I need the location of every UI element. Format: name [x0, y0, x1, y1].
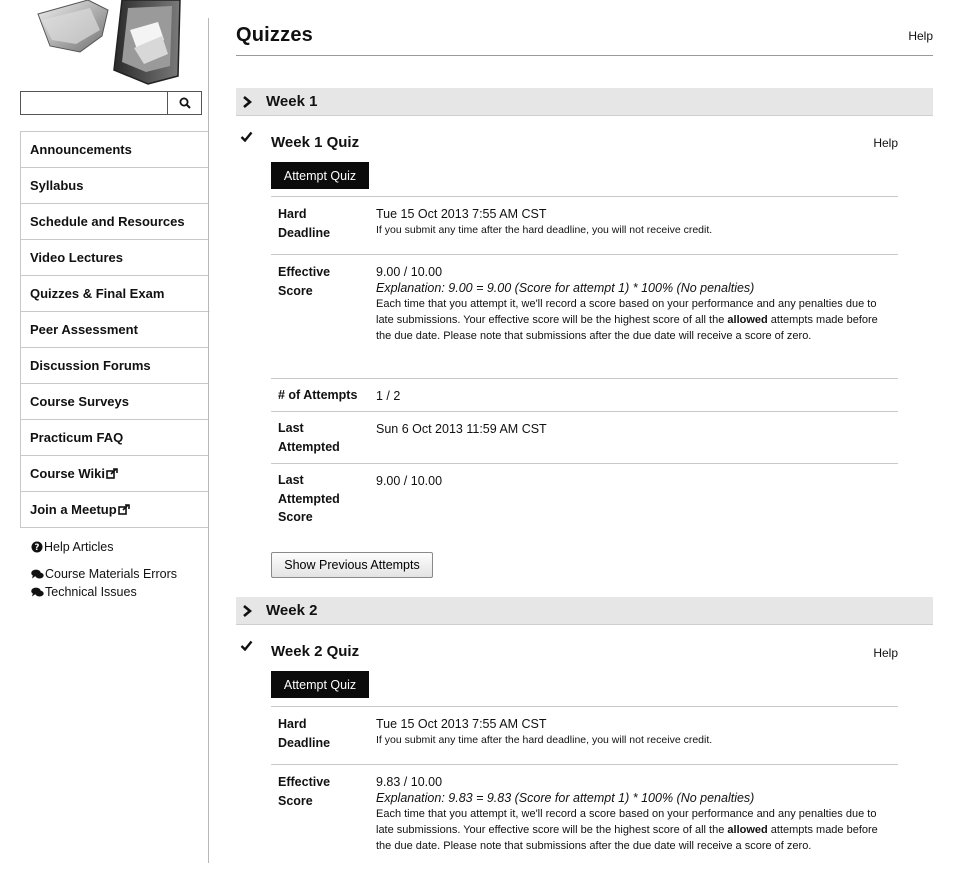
nav-item-quizzes-final-exam[interactable]	[20, 276, 210, 312]
table-row	[271, 254, 898, 378]
nav-item-course-wiki[interactable]	[20, 456, 209, 492]
external-link-icon	[118, 504, 130, 515]
nav-item-label: Announcements	[30, 142, 132, 157]
chevron-right-icon	[242, 605, 252, 617]
score-explanation: Explanation: 9.83 = 9.83 (Score for attempt 1) * 100% (No penalties)	[376, 791, 755, 805]
nav-item-practicum-faq[interactable]	[20, 420, 209, 456]
help-links	[31, 538, 177, 601]
week-title: Week 2	[266, 602, 318, 619]
nav-item-discussion-forums[interactable]	[20, 348, 209, 384]
nav-item-video-lectures[interactable]	[20, 240, 209, 276]
attempt-quiz-button[interactable]: Attempt Quiz	[271, 671, 369, 698]
nav-item-label: Discussion Forums	[30, 358, 151, 373]
week-title: Week 1	[266, 93, 318, 110]
table-row	[271, 463, 898, 533]
nav-item-label: Syllabus	[30, 178, 84, 193]
help-articles-label: Help Articles	[44, 540, 114, 554]
search-button[interactable]	[167, 92, 201, 114]
nav-item-label: Peer Assessment	[30, 322, 138, 337]
attempts-value: 1 / 2	[376, 389, 401, 403]
show-previous-attempts-button[interactable]: Show Previous Attempts	[271, 552, 433, 578]
attempts-label: # of Attempts	[278, 388, 358, 402]
nav-item-course-surveys[interactable]	[20, 384, 209, 420]
effective-score-label: Effective Score	[278, 265, 331, 298]
effective-score-value	[376, 774, 891, 854]
quiz-info-table	[271, 706, 898, 863]
nav-item-schedule-and-resources[interactable]	[20, 204, 209, 240]
search-icon	[179, 97, 191, 109]
comments-icon	[31, 569, 44, 580]
question-circle-icon	[31, 541, 43, 553]
hard-deadline-label: Hard Deadline	[278, 717, 331, 750]
nav-item-syllabus[interactable]	[20, 168, 209, 204]
course-logo-image	[30, 0, 190, 85]
score-explanation: Explanation: 9.00 = 9.00 (Score for attempt 1) * 100% (No penalties)	[376, 281, 755, 295]
table-row	[271, 706, 898, 764]
effective-score: 9.83 / 10.00	[376, 775, 443, 789]
quiz-help-link[interactable]: Help	[873, 136, 898, 150]
quiz-title[interactable]: Week 1 Quiz	[271, 134, 360, 151]
hard-deadline-label: Hard Deadline	[278, 207, 331, 240]
week-section-header[interactable]	[236, 597, 933, 625]
nav-item-label: Course Wiki	[30, 466, 106, 481]
effective-score: 9.00 / 10.00	[376, 265, 443, 279]
search-box	[20, 91, 202, 115]
checkmark-icon	[240, 640, 253, 651]
technical-issues-link[interactable]	[31, 583, 177, 601]
nav-item-label: Course Surveys	[30, 394, 129, 409]
nav-item-label: Join a Meetup	[30, 502, 117, 517]
nav-item-announcements[interactable]	[20, 132, 209, 168]
hard-deadline-date: Tue 15 Oct 2013 7:55 AM CST	[376, 717, 547, 731]
week-section-header[interactable]	[236, 88, 933, 116]
course-materials-errors-link[interactable]	[31, 565, 177, 583]
hard-deadline-date: Tue 15 Oct 2013 7:55 AM CST	[376, 207, 547, 221]
score-description: Each time that you attempt it, we'll record a score based on your performance and any penalties due to late submissions. Your effective score will be the highest score of all the allowed attempts made before the due date. Please note that submissions after the due date will receive a score of zero.	[376, 808, 878, 852]
comments-icon	[31, 587, 44, 598]
last-attempted-value: Sun 6 Oct 2013 11:59 AM CST	[376, 422, 547, 436]
table-row	[271, 411, 898, 463]
hard-deadline-note: If you submit any time after the hard deadline, you will not receive credit.	[376, 224, 713, 236]
page-help-link[interactable]: Help	[908, 29, 933, 43]
course-nav	[20, 131, 209, 528]
technical-issues-label: Technical Issues	[45, 585, 137, 599]
table-row	[271, 196, 898, 254]
effective-score-label: Effective Score	[278, 775, 331, 808]
external-link-icon	[106, 468, 118, 479]
hard-deadline-value	[376, 716, 891, 748]
nav-item-peer-assessment[interactable]	[20, 312, 209, 348]
quiz-help-link[interactable]: Help	[873, 646, 898, 660]
help-articles-link[interactable]	[31, 538, 177, 556]
nav-item-label: Schedule and Resources	[30, 214, 185, 229]
nav-item-join-a-meetup[interactable]	[20, 492, 209, 528]
score-description: Each time that you attempt it, we'll record a score based on your performance and any penalties due to late submissions. Your effective score will be the highest score of all the allowed attempts made before the due date. Please note that submissions after the due date will receive a score of zero.	[376, 298, 878, 342]
table-row	[271, 764, 898, 863]
table-row	[271, 378, 898, 411]
page-title: Quizzes	[236, 24, 313, 46]
nav-item-label: Quizzes & Final Exam	[30, 286, 165, 301]
last-attempted-label: Last Attempted	[278, 421, 340, 454]
nav-item-label: Video Lectures	[30, 250, 123, 265]
checkmark-icon	[240, 131, 253, 142]
title-divider	[236, 55, 933, 56]
attempt-quiz-button[interactable]: Attempt Quiz	[271, 162, 369, 189]
svg-text:?: ?	[34, 543, 40, 553]
hard-deadline-note: If you submit any time after the hard deadline, you will not receive credit.	[376, 734, 713, 746]
course-materials-errors-label: Course Materials Errors	[45, 567, 177, 581]
last-attempted-score-value: 9.00 / 10.00	[376, 474, 443, 488]
last-attempted-score-label: Last Attempted Score	[278, 473, 340, 524]
sidebar-divider	[208, 18, 209, 863]
hard-deadline-value	[376, 206, 891, 238]
chevron-right-icon	[242, 96, 252, 108]
search-input[interactable]	[21, 92, 167, 114]
quiz-title[interactable]: Week 2 Quiz	[271, 643, 360, 660]
effective-score-value	[376, 264, 891, 344]
nav-item-label: Practicum FAQ	[30, 430, 124, 445]
sidebar	[0, 0, 210, 883]
